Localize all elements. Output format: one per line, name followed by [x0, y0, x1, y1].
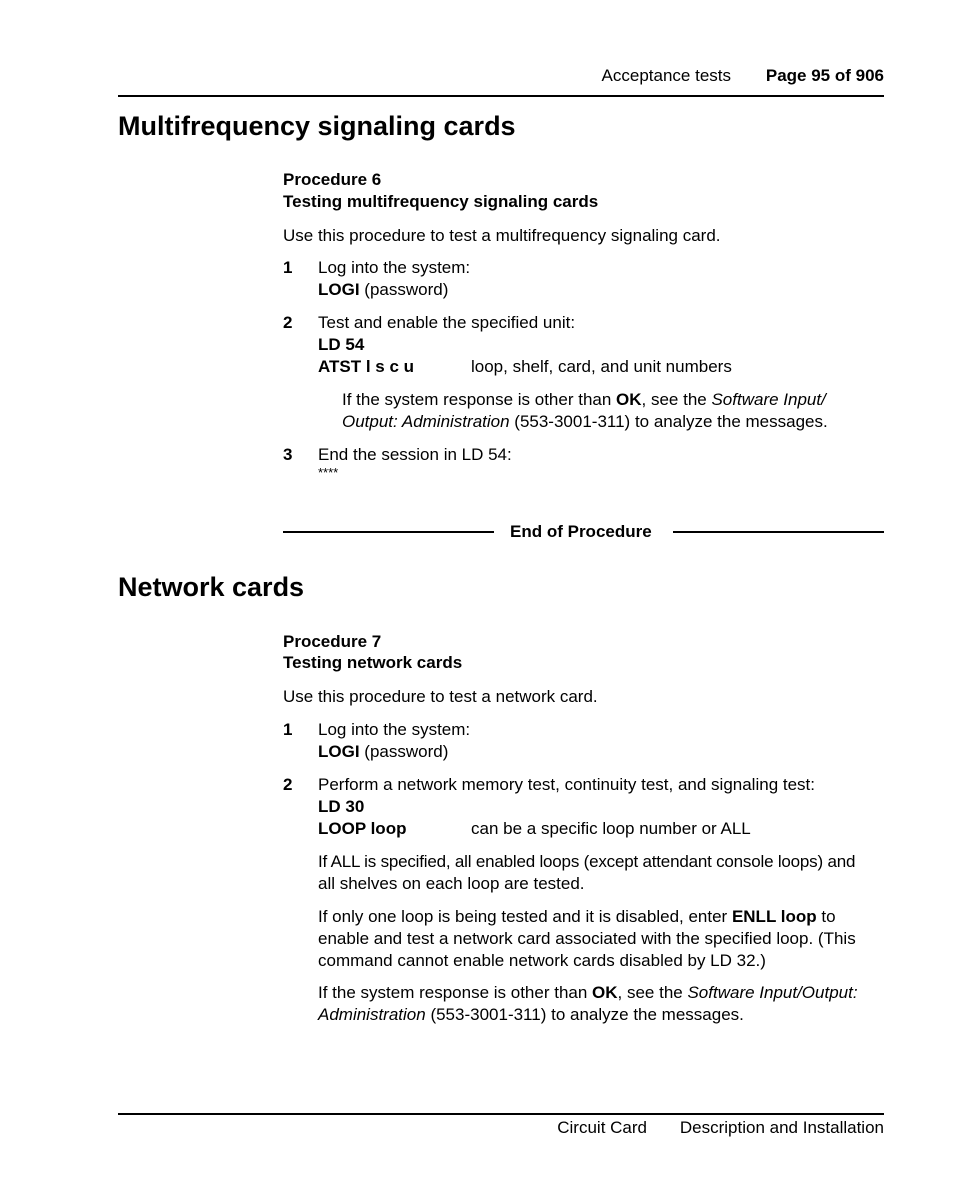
paragraph-text: If the system response is other than [318, 983, 593, 1002]
procedure-7-intro: Use this procedure to test a network card. [283, 687, 598, 706]
section-title-network-cards: Network cards [118, 572, 305, 602]
command-keyword: LOOP loop [318, 819, 407, 838]
command-keyword: ATST l s c u [318, 357, 415, 376]
step-body [318, 719, 884, 763]
step-paragraph [318, 851, 884, 895]
paragraph-text: If only one loop is being tested and it is disabled, enter [318, 907, 732, 926]
paragraph-line [318, 906, 884, 928]
document-reference: Software Input/Output: [687, 983, 858, 1002]
end-rule-left [283, 531, 494, 533]
header-page-number: Page 95 of 906 [765, 66, 884, 85]
note-text: (553-3001-311) to analyze the messages. [509, 412, 828, 431]
paragraph-line: If ALL is specified, all enabled loops (except attendant console loops) and [318, 852, 856, 871]
command-keyword: LOGI [318, 742, 360, 761]
command-description: can be a specific loop number or ALL [471, 819, 751, 838]
paragraph-line [318, 1004, 884, 1026]
procedure-6-label: Procedure 6 [283, 170, 382, 189]
step-number: 1 [283, 720, 293, 739]
step-number: 2 [283, 775, 293, 794]
step-command-row [318, 356, 884, 378]
procedure-7-title: Testing network cards [283, 653, 463, 672]
step-command [318, 741, 884, 763]
command-argument: (password) [359, 742, 449, 761]
page-footer [118, 1113, 884, 1143]
command-keyword: ENLL loop [731, 907, 817, 926]
paragraph-text: to [816, 907, 836, 926]
command-keyword: LOGI [318, 280, 360, 299]
step-command: LD 54 [318, 335, 365, 354]
step-number: 3 [283, 445, 293, 464]
procedure-6-intro: Use this procedure to test a multifrequency signaling card. [283, 226, 721, 245]
paragraph-line: all shelves on each loop are tested. [318, 874, 585, 893]
step-text: Test and enable the specified unit: [318, 313, 576, 332]
step-command [318, 279, 884, 301]
document-reference: Administration [318, 1005, 426, 1024]
footer-book-title: Circuit Card [557, 1118, 647, 1137]
footer-rule [118, 1113, 884, 1115]
paragraph-text: (553-3001-311) to analyze the messages. [425, 1005, 744, 1024]
step-number: 2 [283, 313, 293, 332]
step-note [342, 389, 884, 433]
step-text: Log into the system: [318, 258, 471, 277]
step-text: Perform a network memory test, continuity test, and signaling test: [318, 775, 815, 794]
step-command: **** [318, 465, 339, 480]
paragraph-emphasis: OK [592, 983, 618, 1002]
header-rule [118, 95, 884, 97]
end-rule-right [673, 531, 884, 533]
section-title-multifrequency: Multifrequency signaling cards [118, 111, 516, 141]
step-body [318, 444, 884, 480]
step-text: End the session in LD 54: [318, 445, 512, 464]
step-body [318, 774, 884, 840]
step-body [318, 257, 884, 301]
end-of-procedure-label: End of Procedure [510, 522, 652, 541]
step-number: 1 [283, 258, 293, 277]
document-reference: Output: Administration [342, 412, 510, 431]
step-paragraph [318, 906, 884, 972]
command-argument: (password) [359, 280, 449, 299]
step-text: Log into the system: [318, 720, 471, 739]
step-command-row [318, 818, 884, 840]
step-paragraph [318, 982, 884, 1026]
note-emphasis: OK [616, 390, 642, 409]
note-text: , see the [641, 390, 712, 409]
document-reference: Software Input/ [711, 390, 826, 409]
procedure-7-label: Procedure 7 [283, 632, 382, 651]
paragraph-line: command cannot enable network cards disabled by LD 32.) [318, 951, 766, 970]
header-section-title: Acceptance tests [601, 66, 731, 85]
paragraph-text: , see the [617, 983, 688, 1002]
note-text: If the system response is other than [342, 390, 617, 409]
procedure-6-title: Testing multifrequency signaling cards [283, 192, 599, 211]
paragraph-line: enable and test a network card associated with the specified loop. (This [318, 929, 856, 948]
command-description: loop, shelf, card, and unit numbers [471, 357, 732, 376]
step-body [318, 312, 884, 378]
footer-book-subtitle: Description and Installation [679, 1118, 884, 1137]
paragraph-line [318, 982, 884, 1004]
step-command: LD 30 [318, 797, 365, 816]
